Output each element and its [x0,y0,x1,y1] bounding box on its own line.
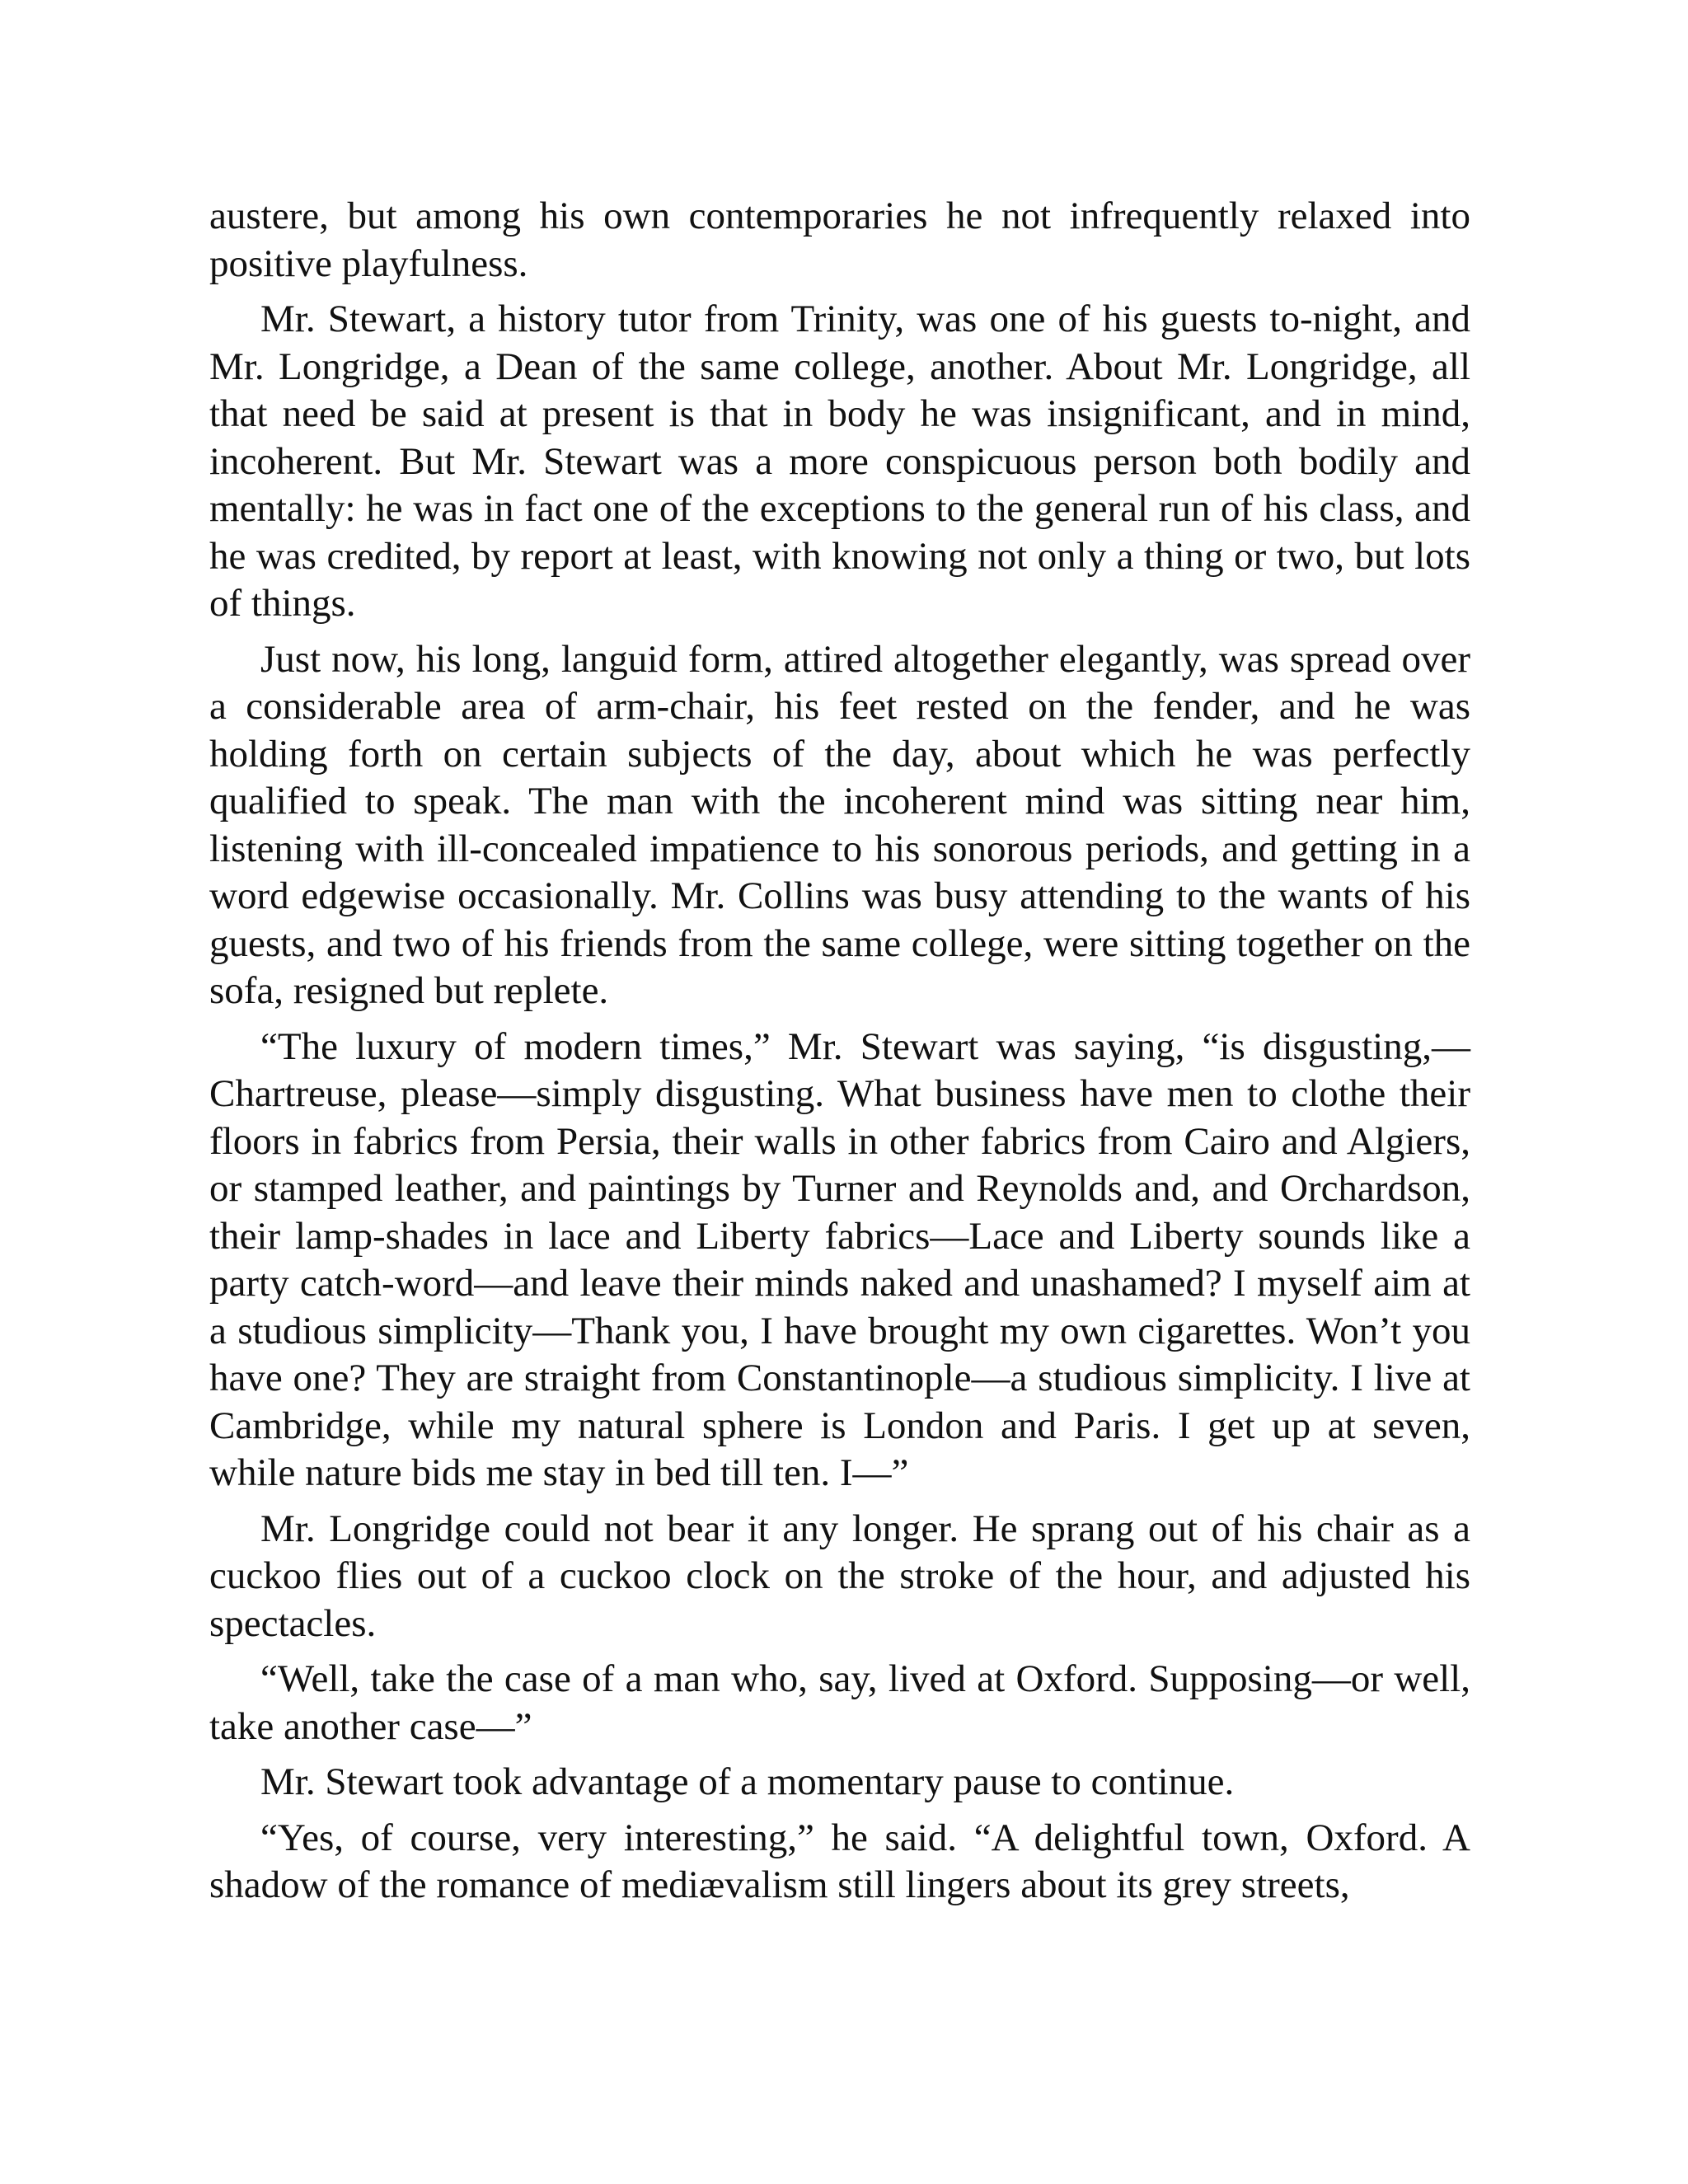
page-body [209,193,1470,1918]
paragraph-1: austere, but among his own contemporaries he not infrequently relaxed into positive playfulness. [209,194,1470,285]
paragraph-2: Mr. Stewart, a history tutor from Trinity, was one of his guests to-night, and Mr. Longridge, a Dean of the same college, another. About Mr. Longridge, all that need be said at present is that in body he was insignificant, and in mind, incoherent. But Mr. Stewart was a more conspicuous person both bodily and mentally: he was in fact one of the exceptions to the general run of his class, and he was credited, by report at least, with knowing not only a thing or two, but lots of things. [209,298,1470,625]
paragraph-6: “Well, take the case of a man who, say, lived at Oxford. Supposing—or well, take another case—” [209,1657,1470,1748]
paragraph-4: “The luxury of modern times,” Mr. Stewart was saying, “is disgusting,—Chartreuse, please—simply disgusting. What business have men to clothe their floors in fabrics from Persia, their walls in other fabrics from Cairo and Algiers, or stamped leather, and paintings by Turner and Reynolds and, and Orchardson, their lamp-shades in lace and Liberty fabrics—Lace and Liberty sounds like a party catch-word—and leave their minds naked and unashamed? I myself aim at a studious simplicity—Thank you, I have brought my own cigarettes. Won’t you have one? They are straight from Constantinople—a studious simplicity. I live at Cambridge, while my natural sphere is London and Paris. I get up at seven, while nature bids me stay in bed till ten. I—” [209,1024,1470,1494]
paragraph-5: Mr. Longridge could not bear it any longer. He sprang out of his chair as a cuckoo flies out of a cuckoo clock on the stroke of the hour, and adjusted his spectacles. [209,1507,1470,1645]
paragraph-3: Just now, his long, languid form, attired altogether elegantly, was spread over a considerable area of arm-chair, his feet rested on the fender, and he was holding forth on certain subjects of the day, about which he was perfectly qualified to speak. The man with the incoherent mind was sitting near him, listening with ill-concealed impatience to his sonorous periods, and getting in a word edgewise occasionally. Mr. Collins was busy attending to the wants of his guests, and two of his friends from the same college, were sitting together on the sofa, resigned but replete. [209,637,1470,1012]
paragraph-7: Mr. Stewart took advantage of a momentary pause to continue. [260,1760,1235,1803]
paragraph-8: “Yes, of course, very interesting,” he said. “A delightful town, Oxford. A shadow of the romance of mediævalism still lingers about its grey streets, [209,1816,1470,1906]
